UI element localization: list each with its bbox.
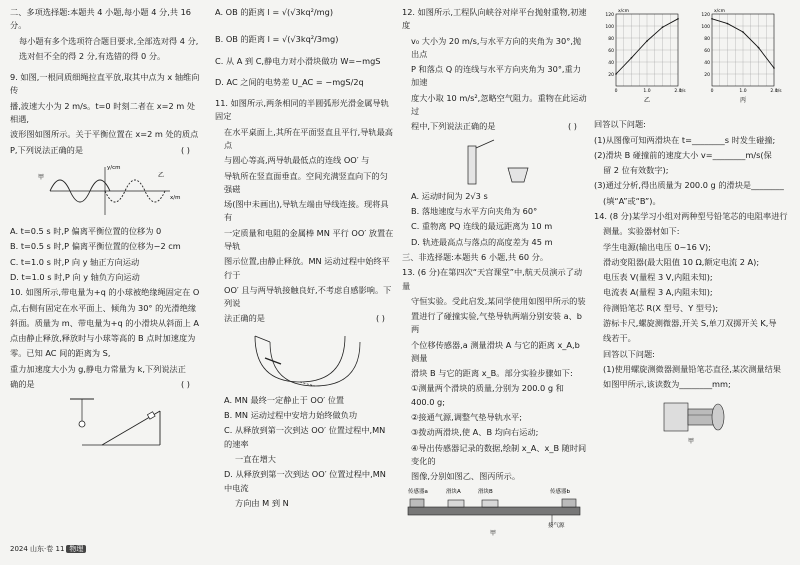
q9-wave-figure <box>10 159 200 221</box>
chart0-ytick: 20 <box>608 73 614 78</box>
q11-line9: 法正确的是 ( ) <box>224 313 385 324</box>
chart0-point <box>662 26 664 28</box>
chart0-point <box>631 57 633 59</box>
section-2-title: 二、多项选择题:本题共 4 小题,每小题 4 分,共 16 分。 <box>10 7 192 31</box>
q11-option-b: B. MN 运动过程中安培力始终做负功 <box>224 410 358 421</box>
chart1-ytick: 40 <box>704 61 710 66</box>
q14-b1a: (1)使用螺旋测微器测量铅笔芯直径,某次测量结果 <box>603 363 781 374</box>
fig-caption-jia-13: 甲 <box>490 530 497 538</box>
q10-option-c: C. 从 A 到 C,静电力对小滑块做功 W=−mgS <box>215 55 381 66</box>
chart1-xtick: 1.0 <box>739 89 747 94</box>
chart0-xtick: 2.0 <box>674 89 682 94</box>
q13-line4: 个位移传感器,a 测量滑块 A 与它的距离 x_A,b 测量 <box>411 339 580 363</box>
q9-line4: P,下列说法正确的是 ( ) <box>10 144 190 155</box>
q13-step4a: ④导出传感器记录的数据,绘制 x_A、x_B 随时间变化的 <box>411 442 587 466</box>
q9-option-d: D. t=1.0 s 时,P 向 y 轴负方向运动 <box>10 271 140 282</box>
section-2-line3: 选对但不全的得 2 分,有选错的得 0 分。 <box>19 50 166 61</box>
chart0-point <box>677 18 679 20</box>
q13-line5: 滑块 B 与它的距离 x_B。部分实验步骤如下: <box>411 368 573 379</box>
chart0-ytick: 80 <box>608 37 614 42</box>
q10-line1: 10. 如图所示,带电量为+q 的小球被绝缘绳固定在 O <box>10 287 200 298</box>
q10-line4: 点由静止释放,释放时与小球等高的 B 点时加速度为 <box>10 333 196 344</box>
chart1-ytick: 80 <box>704 37 710 42</box>
q9-option-c: C. t=1.0 s 时,P 向 y 轴正方向运动 <box>10 256 140 267</box>
equip-1: 学生电源(输出电压 0~16 V); <box>603 241 711 252</box>
answer-title: 回答以下问题: <box>594 119 646 130</box>
q10-line7: 确的是 ( ) <box>10 378 190 389</box>
q10-option-a: A. OB 的距离 l = √(√3kq²/mg) <box>215 7 334 17</box>
page-footer <box>10 544 86 554</box>
chart1-ytick: 60 <box>704 49 710 54</box>
q9-option-a: A. t=0.5 s 时,P 偏离平衡位置的位移为 0 <box>10 226 162 237</box>
q10-line3: 斜面。质量为 m、带电量为+q 的小滑块从斜面上 A <box>10 317 200 328</box>
q11-option-a: A. MN 最终一定静止于 OO′ 位置 <box>224 394 345 405</box>
answer-1: (1)从图像可知两滑块在 t=________s 时发生碰撞; <box>594 134 776 145</box>
q12-line3: P 和落点 Q 的连线与水平方向夹角为 30°,重力加速 <box>411 64 581 88</box>
q10-incline-figure <box>10 393 200 451</box>
q13-charts <box>594 6 794 114</box>
equip-7: 线若干。 <box>603 333 636 344</box>
chart1-point <box>742 31 744 33</box>
answer-3b: (填“A”或“B”)。 <box>603 195 661 206</box>
chart1-ytick: 20 <box>704 73 710 78</box>
q13-step3: ③拨动两滑块,使 A、B 均向右运动; <box>411 427 539 438</box>
section-3-title: 三、非选择题:本题共 6 小题,共 60 分。 <box>402 251 549 262</box>
q12-option-d: D. 轨迹最高点与落点的高度差为 45 m <box>411 236 553 247</box>
equip-3: 电压表 V(量程 3 V,内阻未知); <box>603 272 713 283</box>
equip-6: 游标卡尺,螺旋测微器,开关 S,单刀双掷开关 K,导 <box>603 317 777 328</box>
q11-line4: 导轨所在竖直面垂直。空间充满竖直向下的匀强磁 <box>224 170 388 194</box>
q9-line2: 播,波速大小为 2 m/s。t=0 时刻二者在 x=2 m 处相遇, <box>10 100 196 124</box>
q11-option-d1: D. 从释放到第一次到达 OO′ 位置过程中,MN 中电流 <box>224 469 386 493</box>
footer-text: 2024 山东·卷 11 <box>10 545 65 553</box>
q9-axis-x: x/m <box>170 194 181 201</box>
q13-line2: 守恒实验。受此启发,某同学使用如图甲所示的装 <box>411 295 586 306</box>
q13-step4b: 图像,分别如图乙、图丙所示。 <box>411 471 521 482</box>
q12-option-a: A. 运动时间为 2√3 s <box>411 190 488 201</box>
q9-line3: 波形图如图所示。关于平衡位置在 x=2 m 处的质点 <box>10 129 199 140</box>
column-4 <box>594 6 794 450</box>
fig-label-sensor-b: 传感器b <box>550 489 570 496</box>
q10-option-d: D. AC 之间的电势差 U_AC = −mgS/2q <box>215 76 364 87</box>
q13-step1: ①测量两个滑块的质量,分别为 200.0 g 和 400.0 g; <box>411 383 564 407</box>
q12-option-b: B. 落地速度与水平方向夹角为 60° <box>411 206 538 217</box>
fig-caption-jia-14: 甲 <box>688 438 695 446</box>
q11-line6: 一定质量和电阻的金属棒 MN 平行 OO′ 放置在导轨 <box>224 227 394 251</box>
q11-line5: 场(图中未画出),导轨左端由导线连接。现将具有 <box>224 199 389 223</box>
q11-line1: 11. 如图所示,两条相同的半圆弧形光滑金属导轨固定 <box>215 98 389 122</box>
q13-line1: 13. (6 分)在第四次“天宫课堂”中,航天员演示了动量 <box>402 267 583 291</box>
q9-axis-y: y/cm <box>107 164 121 171</box>
footer-subject-tag: 物理 <box>66 545 86 553</box>
equip-4: 电流表 A(量程 3 A,内阻未知); <box>603 287 713 298</box>
answer-3a: (3)通过分析,得出质量为 200.0 g 的滑块是________ <box>594 180 784 191</box>
q11-rail-figure <box>215 328 395 390</box>
q14-line2: 测量。实验器材如下: <box>603 226 680 237</box>
answer2-title: 回答以下问题: <box>603 348 655 359</box>
q12-line5: 程中,下列说法正确的是 ( ) <box>411 121 577 132</box>
q11-line3: 与圆心等高,两导轨最低点的连线 OO′ 与 <box>224 155 370 166</box>
chart0-point <box>646 40 648 42</box>
q14-line1: 14. (8 分)某学习小组对两种型号铅笔芯的电阻率进行 <box>594 210 788 221</box>
column-3 <box>402 6 587 542</box>
q14-b1b: 如图甲所示,该读数为________mm; <box>603 379 731 390</box>
chart1-point <box>727 23 729 25</box>
section-2-line2: 每小题有多个选项符合题目要求,全部选对得 4 分, <box>19 35 199 46</box>
q11-line8: OO′ 且与两导轨接触良好,不考虑自感影响。下列说 <box>224 284 392 309</box>
chart0-point <box>615 73 617 75</box>
chart1-ytick: 120 <box>701 13 710 18</box>
chart0-xtick: 1.0 <box>643 89 651 94</box>
q12-projectile-figure <box>402 136 587 186</box>
q11-option-c2: 一直在增大 <box>235 454 276 465</box>
q11-option-c1: C. 从释放到第一次到达 OO′ 位置过程中,MN 的速率 <box>224 425 386 449</box>
q12-option-c: C. 重物离 PQ 连线的最远距离为 10 m <box>411 221 553 232</box>
fig-label-block-b: 滑块B <box>478 489 493 496</box>
chart1-xtick: 2.0 <box>770 89 778 94</box>
q9-option-b: B. t=0.5 s 时,P 偏离平衡位置的位移为−2 cm <box>10 241 181 252</box>
chart1-xlabel: t/s <box>776 89 782 94</box>
q10-line2: 点,右侧有固定在水平面上、倾角为 30° 的光滑绝缘 <box>10 302 197 313</box>
answer-2a: (2)滑块 B 碰撞前的速度大小 v=________m/s(保 <box>594 149 772 160</box>
chart0-xlabel: t/s <box>680 89 686 94</box>
fig-label-air-source: 接气源 <box>548 523 565 530</box>
q11-option-d2: 方向由 M 到 N <box>235 497 289 508</box>
q14-micrometer-figure <box>594 393 794 445</box>
chart0-ytick: 100 <box>605 25 614 30</box>
chart0-ylabel: x/cm <box>618 9 630 14</box>
fig-label-sensor-a: 传感器a <box>408 489 428 496</box>
q12-line1: 12. 如图所示,工程队向峡谷对岸平台抛射重物,初速度 <box>402 7 587 31</box>
q12-line2: v₀ 大小为 20 m/s,与水平方向的夹角为 30°,抛出点 <box>411 35 582 59</box>
chart0-ytick: 60 <box>608 49 614 54</box>
chart1-xtick: 0 <box>710 89 714 94</box>
q13-airtrack-figure <box>402 485 587 537</box>
q11-line2: 在水平桌面上,其所在平面竖直且平行,导轨最高点 <box>224 126 393 150</box>
chart1-point <box>773 67 775 69</box>
chart1-point <box>758 47 760 49</box>
equip-5: 待测铅笔芯 R(X 型号、Y 型号); <box>603 302 719 313</box>
column-2 <box>215 6 395 512</box>
q12-line4: 度大小取 10 m/s²,忽略空气阻力。重物在此运动过 <box>411 92 587 116</box>
q10-option-b: B. OB 的距离 l = √(√3kq²/3mg) <box>215 34 339 45</box>
column-1 <box>10 6 200 455</box>
chart0-ytick: 40 <box>608 61 614 66</box>
q9-label-v1: 甲 <box>38 173 45 181</box>
chart0-caption: 乙 <box>643 97 651 104</box>
q13-step2: ②接通气源,调整气垫导轨水平; <box>411 412 522 423</box>
chart1-ytick: 100 <box>701 25 710 30</box>
chart0-ytick: 120 <box>605 13 614 18</box>
q13-line3: 置进行了碰撞实验,气垫导轨两端分别安装 a、b 两 <box>411 311 582 335</box>
q9-line1: 9. 如图,一根同质细绳拉直平放,取其中点为 x 轴维向传 <box>10 72 200 96</box>
chart1-point <box>711 18 713 20</box>
q10-line6: 重力加速度大小为 g,静电力常量为 k,下列说法正 <box>10 363 186 374</box>
q11-line7: 图示位置,由静止释放。MN 运动过程中始终平行于 <box>224 256 390 280</box>
q10-line5: 零。已知 AC 间的距离为 S, <box>10 348 111 359</box>
chart1-caption: 丙 <box>739 97 747 104</box>
equip-2: 滑动变阻器(最大阻值 10 Ω,额定电流 2 A); <box>603 256 760 267</box>
fig-label-block-a: 滑块A <box>446 489 461 496</box>
chart1-ylabel: x/cm <box>714 9 726 14</box>
q9-label-v2: 乙 <box>158 171 165 179</box>
chart0-xtick: 0 <box>614 89 618 94</box>
answer-2b: 留 2 位有效数字); <box>603 165 669 176</box>
